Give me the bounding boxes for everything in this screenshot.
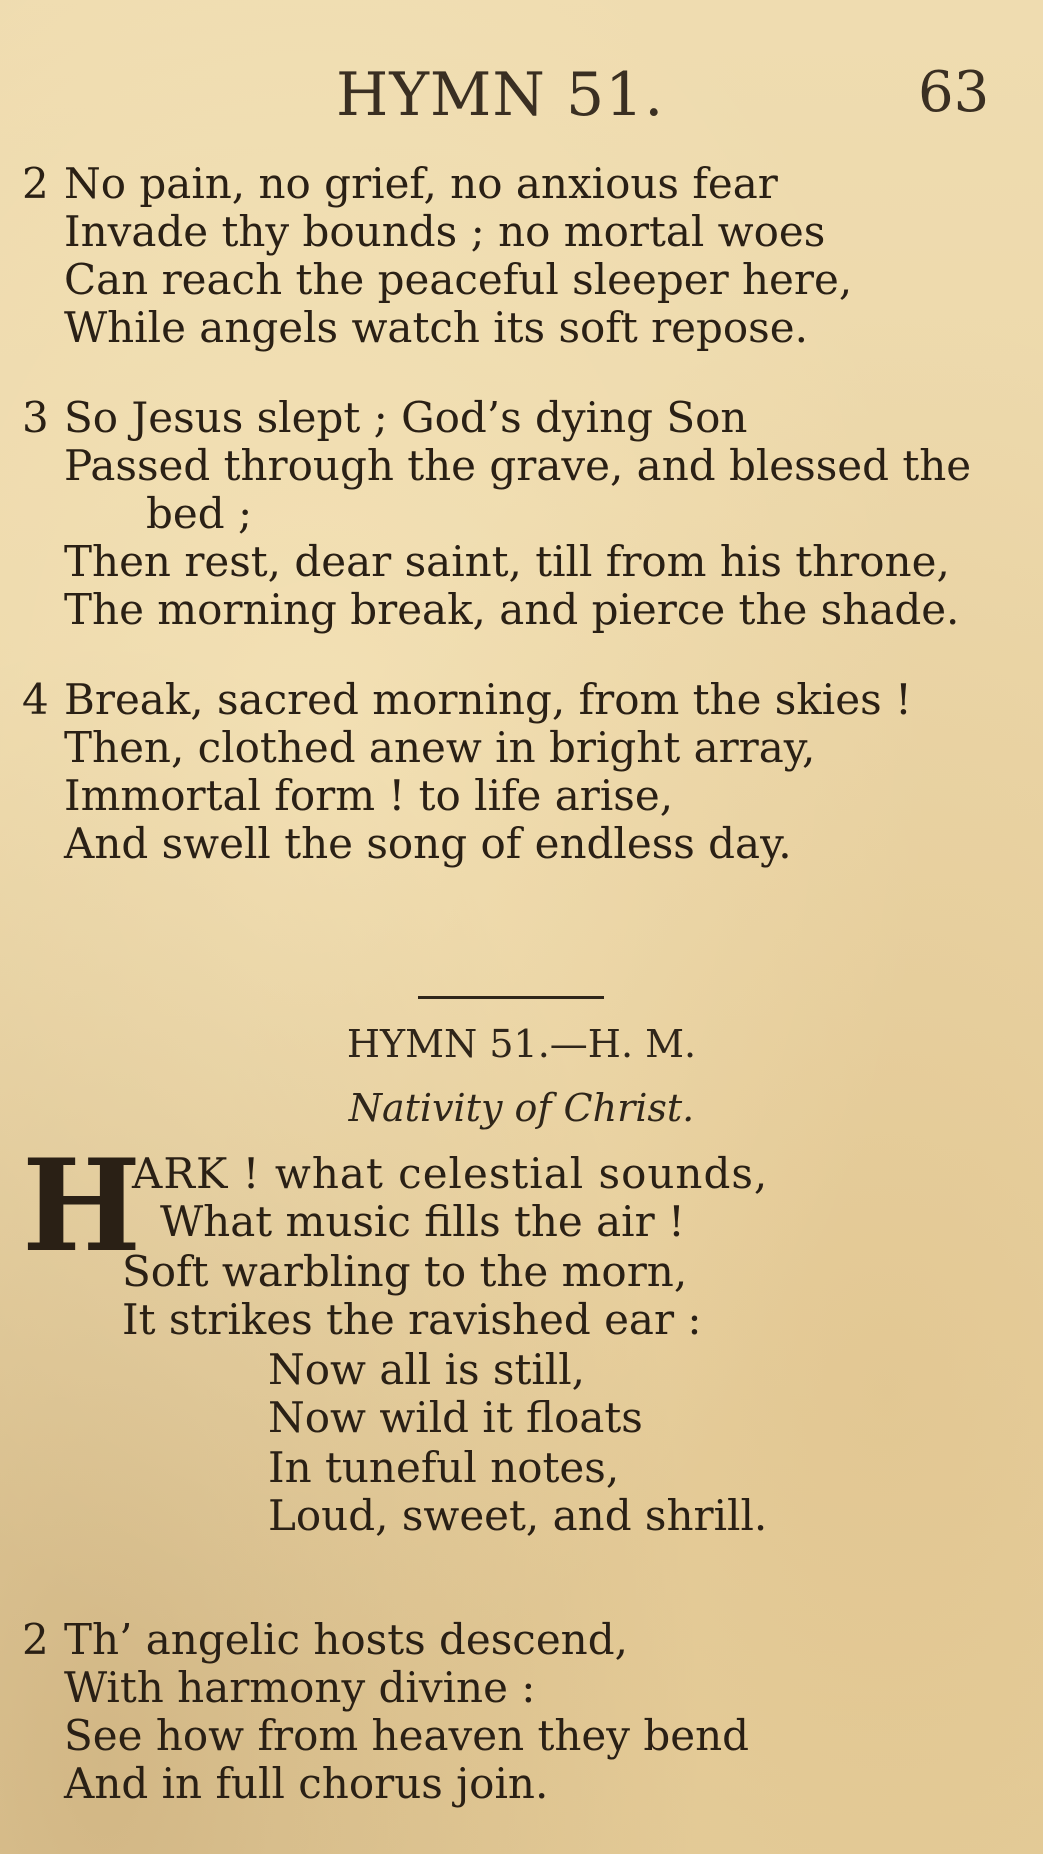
verse-line: Now wild it floats bbox=[268, 1393, 643, 1442]
verse-line: Passed through the grave, and blessed the bbox=[64, 441, 972, 490]
verse-line: Immortal form ! to life arise, bbox=[64, 771, 674, 820]
stanza-number: 2 bbox=[22, 159, 49, 208]
verse-line: While angels watch its soft repose. bbox=[64, 303, 808, 352]
verse-line: Then rest, dear saint, till from his throne, bbox=[64, 537, 950, 586]
verse-line: Loud, sweet, and shrill. bbox=[268, 1491, 768, 1540]
hymn-subtitle: Nativity of Christ. bbox=[348, 1086, 695, 1130]
verse-line: Soft warbling to the morn, bbox=[122, 1247, 688, 1296]
running-title: HYMN 51. bbox=[336, 60, 665, 130]
stanza-number: 4 bbox=[22, 675, 49, 724]
verse-line: Break, sacred morning, from the skies ! bbox=[64, 675, 912, 724]
verse-line: ARK ! what celestial sounds, bbox=[132, 1149, 769, 1198]
verse-line: And in full chorus join. bbox=[64, 1759, 549, 1808]
running-header bbox=[0, 60, 1043, 130]
page-number: 63 bbox=[918, 60, 990, 125]
verse-line: Then, clothed anew in bright array, bbox=[64, 723, 816, 772]
hymn-title: HYMN 51.—H. M. bbox=[346, 1022, 697, 1066]
drop-cap: H bbox=[22, 1132, 138, 1280]
verse-line: Can reach the peaceful sleeper here, bbox=[64, 255, 853, 304]
stanza-number: 2 bbox=[22, 1615, 49, 1664]
section-divider bbox=[418, 996, 604, 999]
verse-line: With harmony divine : bbox=[64, 1663, 536, 1712]
verse-line: See how from heaven they bend bbox=[64, 1711, 750, 1760]
verse-line: No pain, no grief, no anxious fear bbox=[64, 159, 778, 208]
verse-line: Th’ angelic hosts descend, bbox=[64, 1615, 628, 1664]
verse-line: Invade thy bounds ; no mortal woes bbox=[64, 207, 826, 256]
verse-line: So Jesus slept ; God’s dying Son bbox=[64, 393, 748, 442]
stanza-number: 3 bbox=[22, 393, 49, 442]
verse-line: And swell the song of endless day. bbox=[64, 819, 792, 868]
verse-line: The morning break, and pierce the shade. bbox=[64, 585, 960, 634]
verse-line-continuation: bed ; bbox=[146, 489, 253, 538]
verse-line: What music fills the air ! bbox=[160, 1197, 685, 1246]
verse-line: In tuneful notes, bbox=[268, 1443, 620, 1492]
verse-line: It strikes the ravished ear : bbox=[122, 1295, 702, 1344]
verse-line: Now all is still, bbox=[268, 1345, 586, 1394]
